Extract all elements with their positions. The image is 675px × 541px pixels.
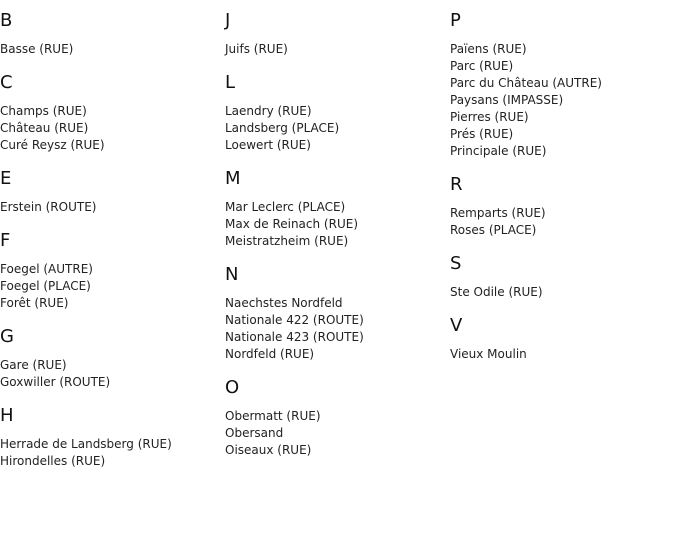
street-item[interactable]: Gare (RUE) bbox=[0, 358, 67, 372]
letter-heading: R bbox=[450, 174, 463, 195]
letter-heading: F bbox=[0, 230, 11, 251]
street-list bbox=[0, 103, 225, 154]
street-list bbox=[0, 41, 225, 58]
street-item[interactable]: Max de Reinach (RUE) bbox=[225, 217, 358, 231]
letter-group-h bbox=[0, 405, 225, 470]
street-item[interactable]: Foegel (PLACE) bbox=[0, 279, 91, 293]
street-item[interactable]: Laendry (RUE) bbox=[225, 104, 312, 118]
letter-group-n bbox=[225, 264, 450, 363]
street-item[interactable]: Paysans (IMPASSE) bbox=[450, 93, 564, 107]
street-item[interactable]: Champs (RUE) bbox=[0, 104, 87, 118]
street-list bbox=[225, 41, 450, 58]
street-item[interactable]: Nordfeld (RUE) bbox=[225, 347, 315, 361]
letter-heading: H bbox=[0, 405, 14, 426]
letter-group-f bbox=[0, 230, 225, 312]
street-item[interactable]: Obersand bbox=[225, 426, 284, 440]
street-item[interactable]: Principale (RUE) bbox=[450, 144, 547, 158]
letter-heading: G bbox=[0, 326, 14, 347]
street-item[interactable]: Nationale 423 (ROUTE) bbox=[225, 330, 364, 344]
street-list bbox=[225, 408, 450, 459]
letter-group-l bbox=[225, 72, 450, 154]
street-item[interactable]: Parc du Château (AUTRE) bbox=[450, 76, 602, 90]
street-list bbox=[225, 103, 450, 154]
letter-heading: N bbox=[225, 264, 239, 285]
street-list bbox=[0, 436, 225, 470]
street-item[interactable]: Nationale 422 (ROUTE) bbox=[225, 313, 364, 327]
street-item[interactable]: Obermatt (RUE) bbox=[225, 409, 321, 423]
street-item[interactable]: Parc (RUE) bbox=[450, 59, 514, 73]
letter-heading: V bbox=[450, 315, 463, 336]
street-item[interactable]: Goxwiller (ROUTE) bbox=[0, 375, 111, 389]
street-item[interactable]: Ste Odile (RUE) bbox=[450, 285, 543, 299]
letter-group-v bbox=[450, 315, 675, 363]
letter-heading: O bbox=[225, 377, 240, 398]
letter-group-m bbox=[225, 168, 450, 250]
letter-heading: P bbox=[450, 10, 461, 31]
letter-group-e bbox=[0, 168, 225, 216]
street-list bbox=[225, 199, 450, 250]
street-index-column-2 bbox=[225, 0, 450, 473]
letter-heading: J bbox=[225, 10, 231, 31]
letter-heading: L bbox=[225, 72, 236, 93]
letter-group-g bbox=[0, 326, 225, 391]
street-item[interactable]: Pierres (RUE) bbox=[450, 110, 529, 124]
street-item[interactable]: Meistratzheim (RUE) bbox=[225, 234, 349, 248]
street-item[interactable]: Païens (RUE) bbox=[450, 42, 527, 56]
letter-heading: M bbox=[225, 168, 241, 189]
street-item[interactable]: Loewert (RUE) bbox=[225, 138, 311, 152]
street-item[interactable]: Herrade de Landsberg (RUE) bbox=[0, 437, 172, 451]
letter-group-o bbox=[225, 377, 450, 459]
street-list bbox=[450, 346, 675, 363]
street-item[interactable]: Château (RUE) bbox=[0, 121, 89, 135]
street-item[interactable]: Erstein (ROUTE) bbox=[0, 200, 97, 214]
street-index-column-3 bbox=[450, 0, 675, 377]
letter-heading: S bbox=[450, 253, 462, 274]
letter-heading: E bbox=[0, 168, 12, 189]
letter-group-p bbox=[450, 10, 675, 160]
street-item[interactable]: Juifs (RUE) bbox=[225, 42, 288, 56]
street-item[interactable]: Forêt (RUE) bbox=[0, 296, 69, 310]
street-item[interactable]: Mar Leclerc (PLACE) bbox=[225, 200, 346, 214]
street-item[interactable]: Basse (RUE) bbox=[0, 42, 74, 56]
street-item[interactable]: Hirondelles (RUE) bbox=[0, 454, 106, 468]
street-list bbox=[450, 205, 675, 239]
street-item[interactable]: Oiseaux (RUE) bbox=[225, 443, 312, 457]
street-item[interactable]: Foegel (AUTRE) bbox=[0, 262, 93, 276]
street-list bbox=[0, 261, 225, 312]
street-item[interactable]: Prés (RUE) bbox=[450, 127, 514, 141]
letter-group-r bbox=[450, 174, 675, 239]
letter-heading: B bbox=[0, 10, 13, 31]
street-item[interactable]: Curé Reysz (RUE) bbox=[0, 138, 105, 152]
street-list bbox=[450, 41, 675, 160]
street-item[interactable]: Naechstes Nordfeld bbox=[225, 296, 343, 310]
street-list bbox=[0, 199, 225, 216]
letter-heading: C bbox=[0, 72, 13, 93]
street-item[interactable]: Vieux Moulin bbox=[450, 347, 527, 361]
street-list bbox=[450, 284, 675, 301]
letter-group-b bbox=[0, 10, 225, 58]
street-list bbox=[0, 357, 225, 391]
letter-group-j bbox=[225, 10, 450, 58]
street-item[interactable]: Roses (PLACE) bbox=[450, 223, 537, 237]
street-item[interactable]: Remparts (RUE) bbox=[450, 206, 546, 220]
letter-group-c bbox=[0, 72, 225, 154]
letter-group-s bbox=[450, 253, 675, 301]
street-item[interactable]: Landsberg (PLACE) bbox=[225, 121, 340, 135]
street-index-column-1 bbox=[0, 0, 225, 484]
street-list bbox=[225, 295, 450, 363]
